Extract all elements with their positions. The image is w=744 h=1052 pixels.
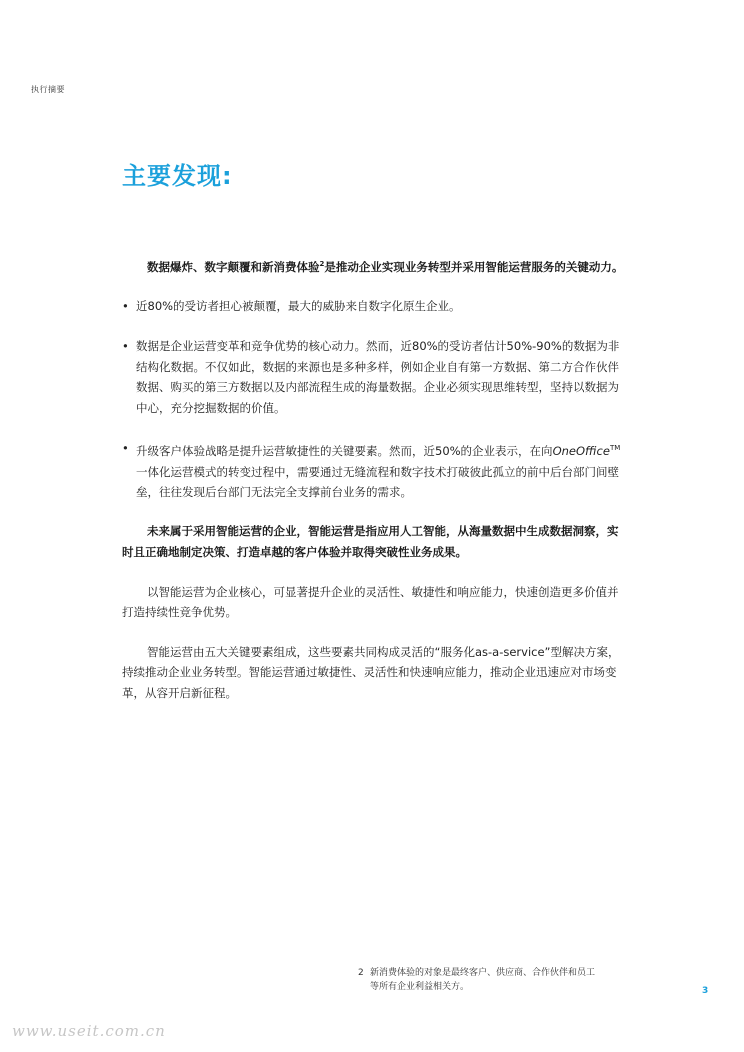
list-item-text: 升级客户体验战略是提升运营敏捷性的关键要素。然而，近50%的企业表示，在向	[136, 444, 553, 459]
list-item-text-after: 一体化运营模式的转变过程中，需要通过无缝流程和数字技术打破彼此孤立的前中后台部门间壁垒，往往发现后台部门无法完全支撑前台业务的需求。	[136, 464, 619, 500]
bullet-icon: •	[122, 298, 129, 313]
body-paragraph: 智能运营由五大关键要素组成，这些要素共同构成灵活的“服务化as-a-service”型解决方案，持续推动企业业务转型。智能运营通过敏捷性、灵活性和快速响应能力，推动企业迅速应对市场变革，从容开启新征程。	[122, 644, 620, 700]
bullet-icon: •	[122, 441, 129, 456]
page-number: 3	[702, 986, 709, 996]
lead-text-after: 是推动企业实现业务转型并采用智能运营服务的关键动力。	[324, 259, 624, 274]
footnote	[358, 966, 658, 994]
watermark: www.useit.com.cn	[12, 1022, 166, 1040]
footnote-line: 等所有企业利益相关方。	[370, 982, 470, 992]
lead-paragraph	[122, 254, 627, 278]
page-title: 主要发现:	[122, 162, 233, 190]
main-content	[122, 254, 627, 703]
lead-paragraph-2: 未来属于采用智能运营的企业，智能运营是指应用人工智能，从海量数据中生成数据洞察，实时且正确地制定决策、打造卓越的客户体验并取得突破性业务成果。	[122, 523, 619, 559]
list-item	[122, 336, 627, 418]
footnote-ref: 2	[319, 260, 325, 268]
list-item-text: 数据是企业运营变革和竞争优势的核心动力。然而，近80%的受访者估计50%-90%的数据为非结构化数据。不仅如此，数据的来源也是多种多样，例如企业自有第一方数据、第二方合作伙伴数据、购买的第三方数据以及内部流程生成的海量数据。企业必须实现思维转型，坚持以数据为中心，充分挖掘数据的价值。	[136, 339, 620, 415]
lead-text: 数据爆炸、数字颠覆和新消费体验	[147, 259, 320, 274]
findings-list	[122, 296, 627, 503]
section-label: 执行摘要	[31, 85, 65, 94]
brand-name: OneOffice	[552, 444, 610, 459]
list-item-text: 近80%的受访者担心被颠覆，最大的威胁来自数字化原生企业。	[136, 298, 461, 313]
footnote-number: 2	[358, 968, 364, 978]
footnote-line: 新消费体验的对象是最终客户、供应商、合作伙伴和员工	[370, 968, 596, 978]
trademark: TM	[609, 444, 621, 453]
list-item	[122, 438, 627, 502]
body-paragraph: 以智能运营为企业核心，可显著提升企业的灵活性、敏捷性和响应能力，快速创造更多价值并打造持续性竞争优势。	[122, 584, 619, 620]
list-item	[122, 296, 627, 317]
bullet-icon: •	[122, 339, 129, 354]
